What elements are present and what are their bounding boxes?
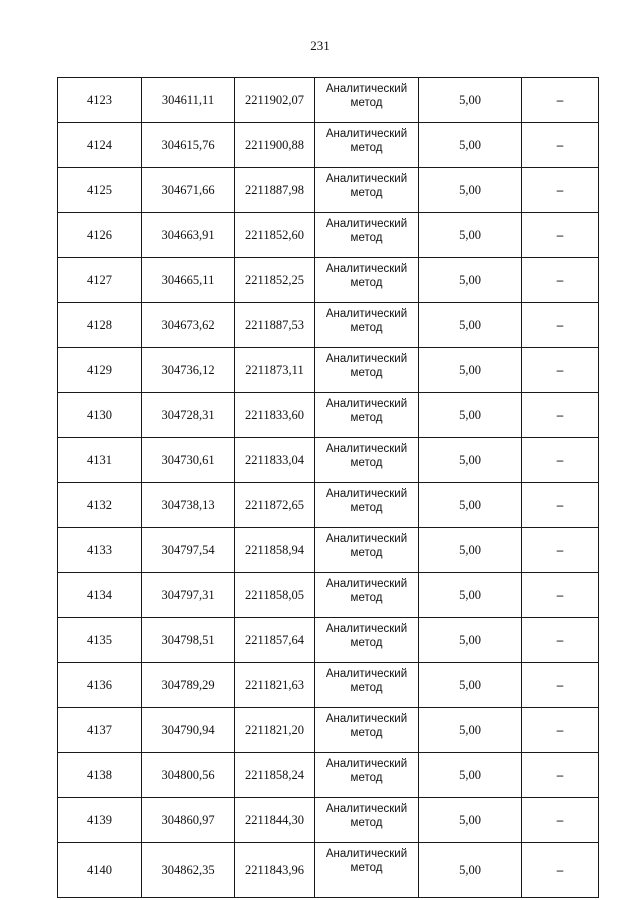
method-cell — [315, 573, 419, 618]
precision-cell: 5,00 — [419, 213, 522, 258]
method-line-2: метод — [350, 277, 383, 289]
x-coordinate-cell: 304671,66 — [142, 168, 235, 213]
note-cell: – — [522, 798, 599, 843]
point-number-cell: 4135 — [58, 618, 142, 663]
precision-cell: 5,00 — [419, 78, 522, 123]
point-number-cell: 4123 — [58, 78, 142, 123]
note-cell: – — [522, 573, 599, 618]
y-coordinate-cell: 2211858,24 — [235, 753, 315, 798]
method-cell — [315, 438, 419, 483]
method-line-2: метод — [350, 817, 383, 829]
method-cell — [315, 168, 419, 213]
x-coordinate-cell: 304738,13 — [142, 483, 235, 528]
table-row — [58, 393, 599, 438]
note-cell: – — [522, 123, 599, 168]
precision-cell: 5,00 — [419, 618, 522, 663]
y-coordinate-cell: 2211852,60 — [235, 213, 315, 258]
precision-cell: 5,00 — [419, 753, 522, 798]
note-cell: – — [522, 528, 599, 573]
method-line-2: метод — [350, 322, 383, 334]
y-coordinate-cell: 2211852,25 — [235, 258, 315, 303]
x-coordinate-cell: 304665,11 — [142, 258, 235, 303]
note-cell: – — [522, 303, 599, 348]
note-cell: – — [522, 843, 599, 898]
table-row — [58, 753, 599, 798]
method-line-1: Аналитический — [325, 488, 408, 500]
method-line-1: Аналитический — [325, 533, 408, 545]
precision-cell: 5,00 — [419, 663, 522, 708]
y-coordinate-cell: 2211821,63 — [235, 663, 315, 708]
x-coordinate-cell: 304615,76 — [142, 123, 235, 168]
method-cell — [315, 798, 419, 843]
precision-cell: 5,00 — [419, 843, 522, 898]
table-body — [58, 78, 599, 898]
precision-cell: 5,00 — [419, 123, 522, 168]
note-cell: – — [522, 663, 599, 708]
method-cell — [315, 618, 419, 663]
method-cell — [315, 753, 419, 798]
precision-cell: 5,00 — [419, 258, 522, 303]
precision-cell: 5,00 — [419, 483, 522, 528]
method-line-2: метод — [350, 682, 383, 694]
method-line-2: метод — [350, 187, 383, 199]
point-number-cell: 4131 — [58, 438, 142, 483]
method-cell — [315, 78, 419, 123]
precision-cell: 5,00 — [419, 528, 522, 573]
point-number-cell: 4132 — [58, 483, 142, 528]
x-coordinate-cell: 304730,61 — [142, 438, 235, 483]
method-line-1: Аналитический — [325, 443, 408, 455]
method-line-2: метод — [350, 592, 383, 604]
note-cell: – — [522, 348, 599, 393]
x-coordinate-cell: 304797,54 — [142, 528, 235, 573]
table-row — [58, 78, 599, 123]
note-cell: – — [522, 753, 599, 798]
table-row — [58, 213, 599, 258]
method-line-2: метод — [350, 232, 383, 244]
table-row — [58, 348, 599, 393]
y-coordinate-cell: 2211843,96 — [235, 843, 315, 898]
method-cell — [315, 483, 419, 528]
method-line-2: метод — [350, 97, 383, 109]
coordinates-table — [57, 77, 599, 898]
method-line-1: Аналитический — [325, 803, 408, 815]
precision-cell: 5,00 — [419, 393, 522, 438]
x-coordinate-cell: 304862,35 — [142, 843, 235, 898]
method-line-2: метод — [350, 772, 383, 784]
point-number-cell: 4134 — [58, 573, 142, 618]
y-coordinate-cell: 2211858,94 — [235, 528, 315, 573]
method-line-1: Аналитический — [325, 83, 408, 95]
table-row — [58, 843, 599, 898]
point-number-cell: 4137 — [58, 708, 142, 753]
method-line-1: Аналитический — [325, 173, 408, 185]
x-coordinate-cell: 304736,12 — [142, 348, 235, 393]
point-number-cell: 4128 — [58, 303, 142, 348]
table-row — [58, 573, 599, 618]
method-line-1: Аналитический — [325, 398, 408, 410]
point-number-cell: 4127 — [58, 258, 142, 303]
method-cell — [315, 258, 419, 303]
y-coordinate-cell: 2211902,07 — [235, 78, 315, 123]
method-line-1: Аналитический — [325, 668, 408, 680]
x-coordinate-cell: 304860,97 — [142, 798, 235, 843]
method-line-1: Аналитический — [325, 218, 408, 230]
table-row — [58, 168, 599, 213]
x-coordinate-cell: 304797,31 — [142, 573, 235, 618]
point-number-cell: 4124 — [58, 123, 142, 168]
table-row — [58, 258, 599, 303]
y-coordinate-cell: 2211844,30 — [235, 798, 315, 843]
method-cell — [315, 708, 419, 753]
note-cell: – — [522, 213, 599, 258]
table-row — [58, 303, 599, 348]
note-cell: – — [522, 483, 599, 528]
x-coordinate-cell: 304789,29 — [142, 663, 235, 708]
y-coordinate-cell: 2211821,20 — [235, 708, 315, 753]
table-row — [58, 708, 599, 753]
y-coordinate-cell: 2211887,98 — [235, 168, 315, 213]
x-coordinate-cell: 304673,62 — [142, 303, 235, 348]
method-line-1: Аналитический — [325, 623, 408, 635]
point-number-cell: 4136 — [58, 663, 142, 708]
point-number-cell: 4140 — [58, 843, 142, 898]
precision-cell: 5,00 — [419, 348, 522, 393]
point-number-cell: 4129 — [58, 348, 142, 393]
precision-cell: 5,00 — [419, 798, 522, 843]
note-cell: – — [522, 168, 599, 213]
note-cell: – — [522, 393, 599, 438]
y-coordinate-cell: 2211873,11 — [235, 348, 315, 393]
precision-cell: 5,00 — [419, 303, 522, 348]
method-cell — [315, 393, 419, 438]
note-cell: – — [522, 258, 599, 303]
table-row — [58, 438, 599, 483]
x-coordinate-cell: 304800,56 — [142, 753, 235, 798]
note-cell: – — [522, 438, 599, 483]
y-coordinate-cell: 2211887,53 — [235, 303, 315, 348]
table-row — [58, 618, 599, 663]
method-line-2: метод — [350, 142, 383, 154]
point-number-cell: 4138 — [58, 753, 142, 798]
method-line-2: метод — [350, 862, 383, 874]
note-cell: – — [522, 708, 599, 753]
y-coordinate-cell: 2211833,04 — [235, 438, 315, 483]
method-cell — [315, 528, 419, 573]
method-line-2: метод — [350, 457, 383, 469]
x-coordinate-cell: 304790,94 — [142, 708, 235, 753]
method-cell — [315, 303, 419, 348]
method-line-2: метод — [350, 412, 383, 424]
note-cell: – — [522, 78, 599, 123]
method-cell — [315, 123, 419, 168]
precision-cell: 5,00 — [419, 168, 522, 213]
point-number-cell: 4125 — [58, 168, 142, 213]
x-coordinate-cell: 304798,51 — [142, 618, 235, 663]
coordinates-table-wrapper — [57, 77, 598, 898]
precision-cell: 5,00 — [419, 708, 522, 753]
method-line-2: метод — [350, 637, 383, 649]
method-line-1: Аналитический — [325, 263, 408, 275]
table-row — [58, 663, 599, 708]
precision-cell: 5,00 — [419, 573, 522, 618]
method-line-2: метод — [350, 367, 383, 379]
precision-cell: 5,00 — [419, 438, 522, 483]
y-coordinate-cell: 2211872,65 — [235, 483, 315, 528]
y-coordinate-cell: 2211833,60 — [235, 393, 315, 438]
method-cell — [315, 213, 419, 258]
point-number-cell: 4139 — [58, 798, 142, 843]
method-line-2: метод — [350, 547, 383, 559]
x-coordinate-cell: 304663,91 — [142, 213, 235, 258]
page-number: 231 — [310, 38, 330, 53]
table-row — [58, 483, 599, 528]
method-line-1: Аналитический — [325, 353, 408, 365]
y-coordinate-cell: 2211857,64 — [235, 618, 315, 663]
y-coordinate-cell: 2211858,05 — [235, 573, 315, 618]
table-row — [58, 123, 599, 168]
method-line-1: Аналитический — [325, 758, 408, 770]
point-number-cell: 4133 — [58, 528, 142, 573]
x-coordinate-cell: 304611,11 — [142, 78, 235, 123]
x-coordinate-cell: 304728,31 — [142, 393, 235, 438]
method-cell — [315, 663, 419, 708]
method-line-2: метод — [350, 502, 383, 514]
method-line-1: Аналитический — [325, 128, 408, 140]
method-line-1: Аналитический — [325, 848, 408, 860]
method-cell — [315, 843, 419, 898]
method-line-1: Аналитический — [325, 713, 408, 725]
method-line-2: метод — [350, 727, 383, 739]
method-line-1: Аналитический — [325, 308, 408, 320]
point-number-cell: 4126 — [58, 213, 142, 258]
point-number-cell: 4130 — [58, 393, 142, 438]
method-line-1: Аналитический — [325, 578, 408, 590]
table-row — [58, 798, 599, 843]
note-cell: – — [522, 618, 599, 663]
method-cell — [315, 348, 419, 393]
y-coordinate-cell: 2211900,88 — [235, 123, 315, 168]
table-row — [58, 528, 599, 573]
